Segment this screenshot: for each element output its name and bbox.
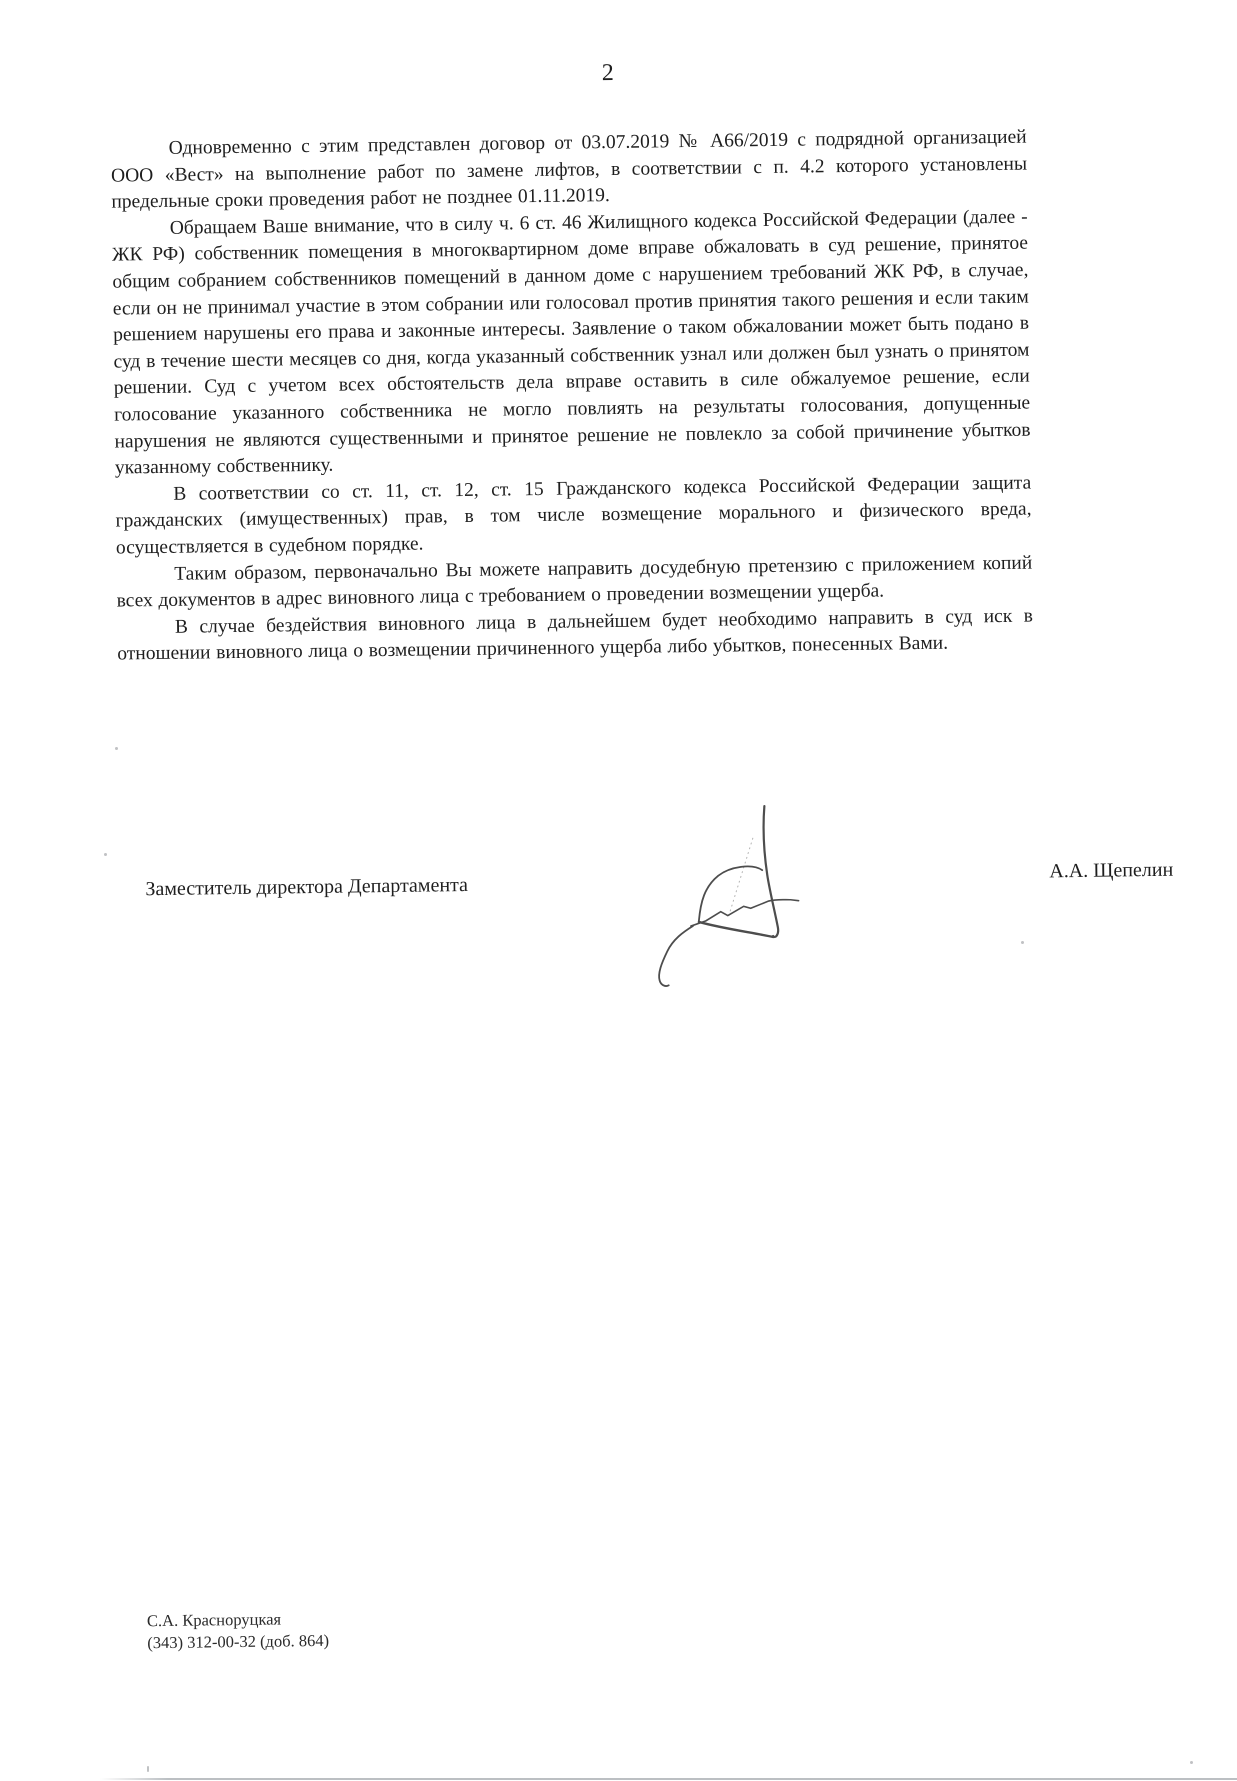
- scan-speck: [104, 853, 107, 856]
- executor-footer: [147, 1608, 329, 1654]
- signoff-title: Заместитель директора Департамента: [145, 873, 469, 901]
- scan-speck: [147, 1766, 149, 1772]
- executor-name: С.А. Красноруцкая: [146, 1609, 282, 1631]
- signature-bottom-stroke: [699, 921, 773, 938]
- scan-speck: [1190, 1761, 1193, 1764]
- executor-phone: (343) 312-00-32 (доб. 864): [147, 1630, 330, 1653]
- scan-speck: [1021, 941, 1024, 944]
- paragraph-housing-code: Обращаем Ваше внимание, что в силу ч. 6 ст. 46 Жилищного кодекса Российской Федерации (далее - ЖК РФ) собственник помещения в многоквартирном доме вправе обжаловать в суд решение, принятое общим собранием собственников помещений в данном доме с нарушением требований ЖК РФ, в случае, если он не принимал участие в этом собрании или голосовал против принятия такого решения и если таким решением нарушены его права и законные интересы. Заявление о таком обжаловании может быть подано в суд в течение шести месяцев со дня, когда указанный собственник узнал или должен был узнать о принятом решении. Суд с учетом всех обстоятельств дела вправе оставить в силе обжалуемое решение, если голосование указанного собственника не могло повлиять на результаты голосования, допущенные нарушения не являются существенными и принятое решение не повлекло за собой причинение убытков указанному собственнику.: [111, 206, 1031, 479]
- letter-body: [111, 125, 1034, 669]
- signature-scribble: [651, 798, 804, 992]
- paragraph-lawsuit: В случае бездействия виновного лица в дальнейшем будет необходимо направить в суд иск в отношении виновного лица о возмещении причиненного ущерба либо убытков, понесенных Вами.: [117, 605, 1034, 665]
- page-number: 2: [601, 59, 615, 87]
- scan-edge-line: [100, 1778, 1237, 1780]
- paragraph-civil-code: В соответствии со ст. 11, ст. 12, ст. 15 Гражданского кодекса Российской Федерации защита гражданских (имущественных) прав, в том числе возмещение морального и физического вреда, осуществляется в судебном порядке.: [115, 472, 1032, 559]
- signoff-name: А.А. Щепелин: [1049, 858, 1174, 883]
- signature-zigzag-stroke: [691, 899, 799, 926]
- scan-speck: [115, 747, 118, 750]
- paragraph-contract: Одновременно с этим представлен договор от 03.07.2019 № А66/2019 с подрядной организацией ООО «Вест» на выполнение работ по замене лифтов, в соответствии с п. 4.2 которого установлены предельные сроки проведения работ не позднее 01.11.2019.: [110, 126, 1028, 213]
- signature-tail-stroke: [658, 926, 693, 986]
- paragraph-pretension: Таким образом, первоначально Вы можете направить досудебную претензию с приложением копий всех документов в адрес виновного лица с требованием о проведении возмещении ущерба.: [116, 552, 1033, 612]
